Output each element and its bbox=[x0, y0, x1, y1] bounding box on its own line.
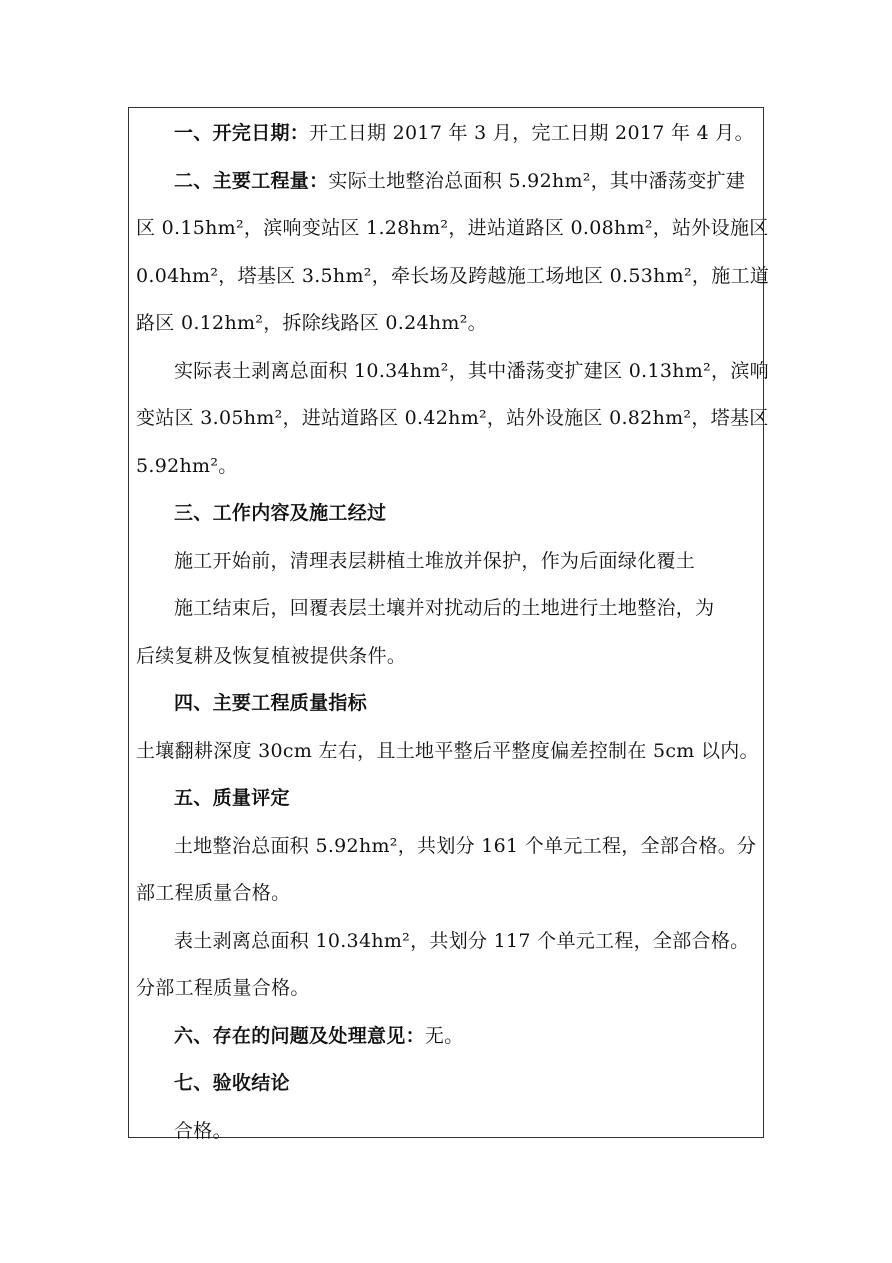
evaluation-heading: 五、质量评定 bbox=[174, 787, 290, 809]
dates-heading: 一、开完日期： bbox=[174, 122, 310, 144]
work-line-3: 后续复耕及恢复植被提供条件。 bbox=[136, 644, 407, 667]
evaluation-line-1: 土地整治总面积 5.92hm²，共划分 161 个单元工程，全部合格。分 bbox=[174, 834, 757, 857]
strip-line-3: 5.92hm²。 bbox=[136, 454, 238, 477]
strip-line-2: 变站区 3.05hm²，进站道路区 0.42hm²，站外设施区 0.82hm²，塔基区 bbox=[136, 407, 769, 429]
work-line-1: 施工开始前，清理表层耕植土堆放并保护，作为后面绿化覆土 bbox=[174, 549, 696, 572]
quantities-line-4: 路区 0.12hm²，拆除线路区 0.24hm²。 bbox=[136, 312, 487, 334]
issues-line bbox=[136, 1013, 758, 1061]
dates-line bbox=[136, 110, 758, 158]
quantities-line-1 bbox=[136, 158, 758, 206]
strip-line-1: 实际表土剥离总面积 10.34hm²，其中潘荡变扩建区 0.13hm²，滨响 bbox=[174, 359, 769, 382]
quantities-text-1: 实际土地整治总面积 5.92hm²，其中潘荡变扩建 bbox=[328, 169, 746, 192]
issues-heading: 六、存在的问题及处理意见： bbox=[174, 1024, 425, 1047]
work-line-2: 施工结束后，回覆表层土壤并对扰动后的土地进行土地整治，为 bbox=[174, 597, 715, 619]
evaluation-line-3: 表土剥离总面积 10.34hm²，共划分 117 个单元工程，全部合格。 bbox=[174, 929, 750, 952]
quantities-heading: 二、主要工程量： bbox=[174, 169, 329, 192]
conclusion-heading: 七、验收结论 bbox=[174, 1072, 290, 1094]
issues-text: 无。 bbox=[424, 1024, 464, 1047]
evaluation-line-4: 分部工程质量合格。 bbox=[136, 977, 310, 999]
conclusion-text: 合格。 bbox=[174, 1119, 232, 1142]
document-body bbox=[136, 110, 770, 1155]
quantities-line-3: 0.04hm²，塔基区 3.5hm²，牵长场及跨越施工场地区 0.53hm²，施工道 bbox=[136, 264, 770, 287]
work-heading: 三、工作内容及施工经过 bbox=[174, 502, 387, 524]
dates-text: 开工日期 2017 年 3 月，完工日期 2017 年 4 月。 bbox=[309, 122, 754, 144]
evaluation-line-2: 部工程质量合格。 bbox=[136, 882, 291, 904]
quantities-line-2: 区 0.15hm²，滨响变站区 1.28hm²，进站道路区 0.08hm²，站外设施区 bbox=[136, 217, 769, 239]
quality-index-line-1: 土壤翻耕深度 30cm 左右，且土地平整后平整度偏差控制在 5cm 以内。 bbox=[136, 739, 759, 762]
quality-index-heading: 四、主要工程质量指标 bbox=[174, 692, 368, 714]
